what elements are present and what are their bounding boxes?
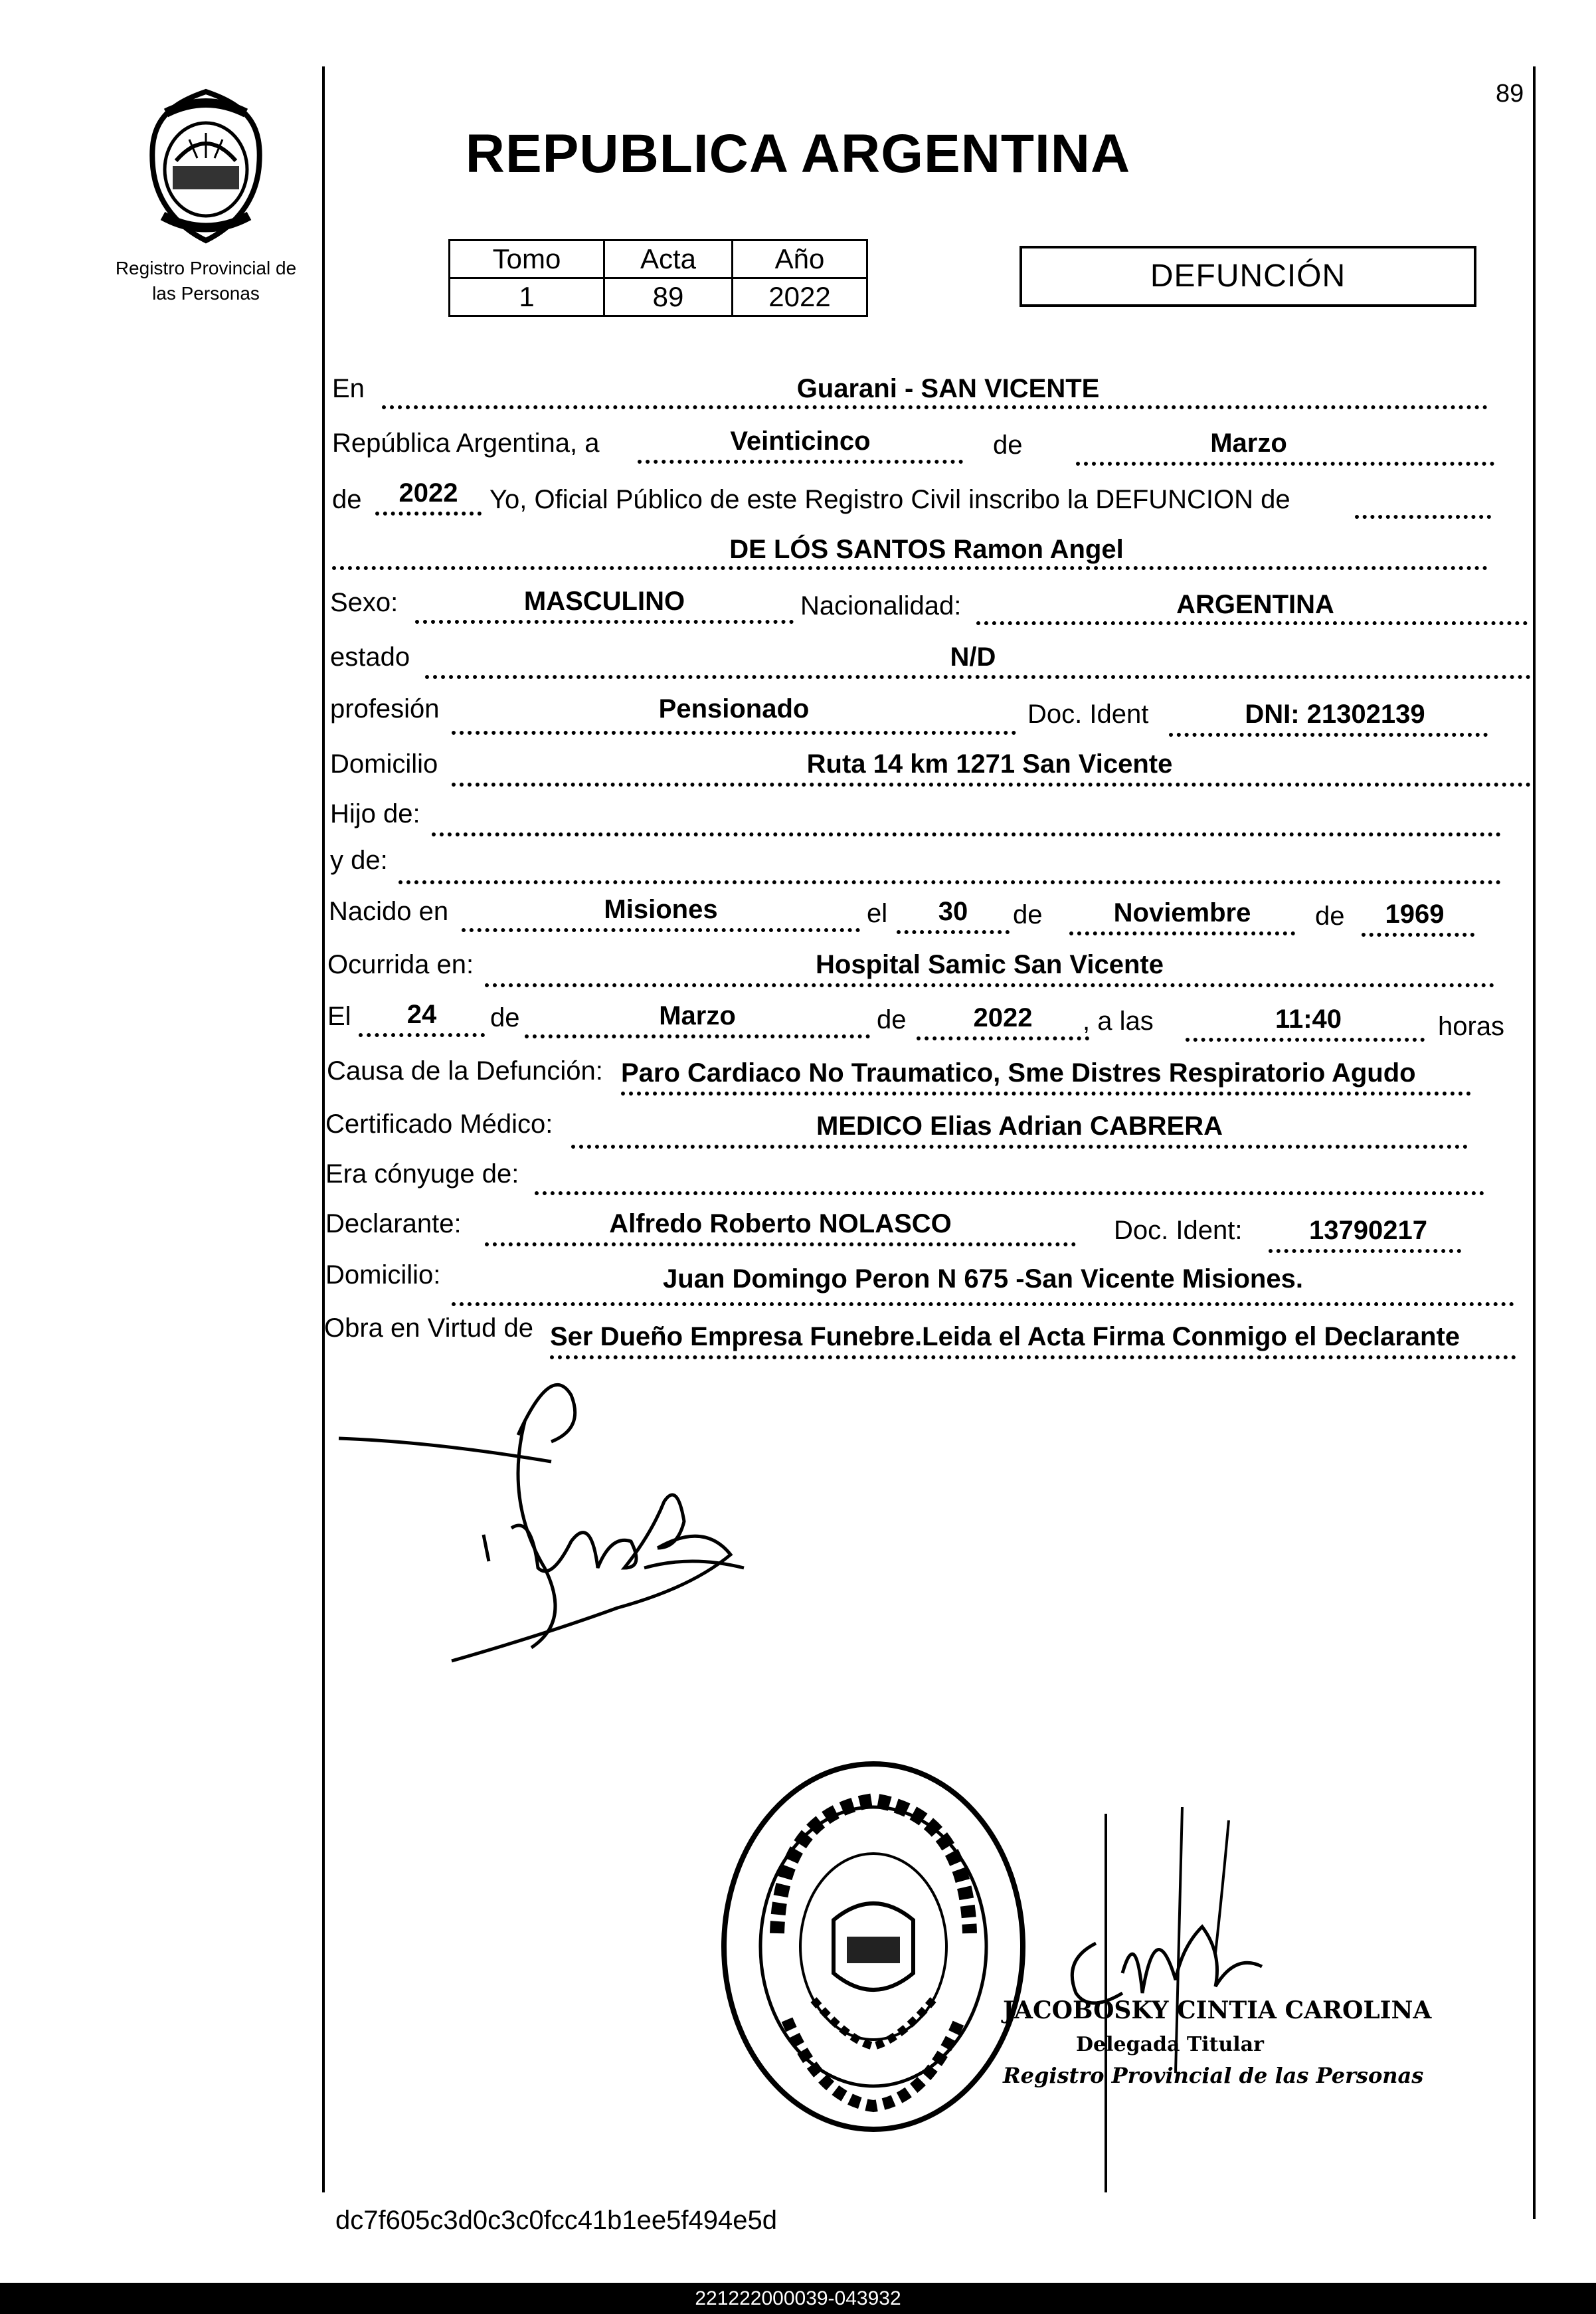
birth-month-value: Noviembre (1113, 898, 1251, 927)
nacionalidad-value: ARGENTINA (1176, 590, 1334, 619)
causa-value: Paro Cardiaco No Traumatico, Sme Distres Respiratorio Agudo (621, 1058, 1416, 1088)
day-value: Veinticinco (730, 427, 871, 456)
nacionalidad-dotted-line (976, 621, 1528, 625)
causa-label: Causa de la Defunción: (327, 1056, 603, 1086)
en-label: En (332, 374, 365, 403)
page-number: 89 (1496, 80, 1524, 108)
birth-de2-label: de (1315, 902, 1345, 931)
yde-dotted-line (399, 880, 1501, 884)
year-prefix-label: de (332, 485, 362, 514)
declarante-dotted-line (485, 1242, 1076, 1246)
sexo-label: Sexo: (330, 588, 399, 617)
statement-text: Yo, Oficial Público de este Registro Civil inscribo la DEFUNCION de (489, 485, 1290, 514)
declarante-label: Declarante: (325, 1209, 462, 1238)
birth-year-dotted-line (1362, 933, 1474, 937)
volume-header-tomo: Tomo (450, 241, 604, 278)
death-day-dotted-line (359, 1033, 485, 1037)
hijo-dotted-line (432, 832, 1501, 836)
death-day-value: 24 (406, 1000, 437, 1029)
death-time-dotted-line (1186, 1038, 1425, 1042)
document-code-bar: 221222000039-043932 (0, 2283, 1596, 2314)
birth-month-dotted-line (1069, 931, 1295, 935)
volume-table-header-row (450, 241, 867, 278)
document-hash: dc7f605c3d0c3c0fcc41b1ee5f494e5d (335, 2206, 777, 2235)
nacionalidad-label: Nacionalidad: (800, 591, 962, 621)
declarante-value: Alfredo Roberto NOLASCO (609, 1209, 952, 1238)
yde-label: y de: (330, 846, 388, 875)
volume-header-acta: Acta (604, 241, 733, 278)
birth-day-value: 30 (938, 897, 968, 926)
year-value: 2022 (399, 478, 458, 508)
horas-label: horas (1438, 1012, 1505, 1041)
volume-value-tomo: 1 (450, 278, 604, 316)
estado-label: estado (330, 642, 410, 672)
doc-ident-label: Doc. Ident (1027, 700, 1149, 729)
left-margin-line (322, 66, 325, 2192)
hijo-label: Hijo de: (330, 799, 420, 828)
page-title: REPUBLICA ARGENTINA (465, 124, 1131, 184)
domicilio-dotted-line (452, 783, 1531, 787)
volume-value-anio: 2022 (733, 278, 867, 316)
el-label: el (867, 899, 888, 928)
estado-value: N/D (950, 642, 996, 672)
domicilio-value: Ruta 14 km 1271 San Vicente (806, 749, 1173, 779)
de-label: de (993, 431, 1023, 460)
death-month-value: Marzo (659, 1001, 736, 1030)
obra-dotted-line (550, 1355, 1516, 1359)
certificado-value: MEDICO Elias Adrian CABRERA (816, 1111, 1223, 1141)
day-dotted-line (638, 460, 963, 464)
birth-day-dotted-line (897, 930, 1010, 934)
declarant-signature (332, 1369, 837, 1687)
decl-doc-label: Doc. Ident: (1114, 1216, 1243, 1245)
death-year-value: 2022 (973, 1003, 1033, 1032)
conyuge-label: Era cónyuge de: (325, 1159, 519, 1189)
deceased-dotted-line (332, 566, 1488, 570)
death-month-dotted-line (525, 1034, 870, 1038)
decl-dom-dotted-line (452, 1302, 1514, 1306)
deceased-name: DE LÓS SANTOS Ramon Angel (729, 535, 1124, 564)
obra-label: Obra en Virtud de (324, 1313, 534, 1343)
republica-label: República Argentina, a (332, 429, 600, 458)
certificado-dotted-line (571, 1145, 1468, 1149)
volume-table-value-row (450, 278, 867, 316)
en-value: Guarani - SAN VICENTE (796, 374, 1100, 403)
volume-table (448, 239, 868, 317)
birth-de1-label: de (1013, 900, 1043, 929)
decl-doc-dotted-line (1269, 1249, 1461, 1253)
conyuge-dotted-line (535, 1191, 1484, 1195)
profesion-dotted-line (452, 731, 1016, 735)
registry-label (86, 256, 325, 306)
record-type-box: DEFUNCIÓN (1020, 246, 1476, 307)
en-dotted-line (382, 405, 1488, 409)
death-de2-label: de (877, 1005, 907, 1034)
nacido-value: Misiones (604, 895, 718, 924)
volume-value-acta: 89 (604, 278, 733, 316)
decl-doc-value: 13790217 (1309, 1216, 1427, 1245)
domicilio-label: Domicilio (330, 749, 438, 779)
doc-ident-dotted-line (1169, 733, 1488, 737)
ocurrida-label: Ocurrida en: (327, 950, 474, 979)
obra-value: Ser Dueño Empresa Funebre.Leida el Acta Firma Conmigo el Declarante (550, 1322, 1461, 1351)
doc-ident-value: DNI: 21302139 (1245, 700, 1425, 729)
official-role: Delegada Titular (1076, 2033, 1264, 2056)
nacido-dotted-line (462, 928, 860, 932)
death-de1-label: de (490, 1003, 520, 1032)
death-el-label: El (327, 1002, 351, 1031)
certificado-label: Certificado Médico: (325, 1109, 553, 1139)
year-dotted-line (375, 512, 482, 516)
decl-dom-value: Juan Domingo Peron N 675 -San Vicente Misiones. (663, 1264, 1303, 1294)
sexo-value: MASCULINO (523, 587, 685, 616)
profesion-value: Pensionado (658, 694, 810, 723)
official-office: Registro Provincial de las Personas (1003, 2063, 1424, 2088)
death-time-value: 11:40 (1275, 1005, 1342, 1034)
registry-label-line1: Registro Provincial de (115, 258, 297, 278)
ocurrida-value: Hospital Samic San Vicente (816, 950, 1164, 979)
month-dotted-line (1076, 462, 1494, 466)
nacido-label: Nacido en (329, 897, 449, 926)
volume-header-anio: Año (733, 241, 867, 278)
estado-dotted-line (425, 675, 1531, 679)
profesion-label: profesión (330, 694, 440, 723)
death-year-dotted-line (917, 1036, 1089, 1040)
ocurrida-dotted-line (485, 983, 1494, 987)
decl-dom-label: Domicilio: (325, 1260, 441, 1290)
month-value: Marzo (1210, 429, 1287, 458)
alas-label: , a las (1083, 1007, 1154, 1036)
statement-dotted-line (1355, 515, 1491, 519)
official-seal (714, 1754, 1033, 2139)
official-name: JACOBOSKY CINTIA CAROLINA (1003, 1996, 1432, 2024)
registry-label-line2: las Personas (152, 283, 260, 304)
right-margin-line (1533, 66, 1536, 2219)
causa-dotted-line (621, 1092, 1471, 1096)
sexo-dotted-line (415, 620, 794, 624)
birth-year-value: 1969 (1385, 900, 1445, 929)
